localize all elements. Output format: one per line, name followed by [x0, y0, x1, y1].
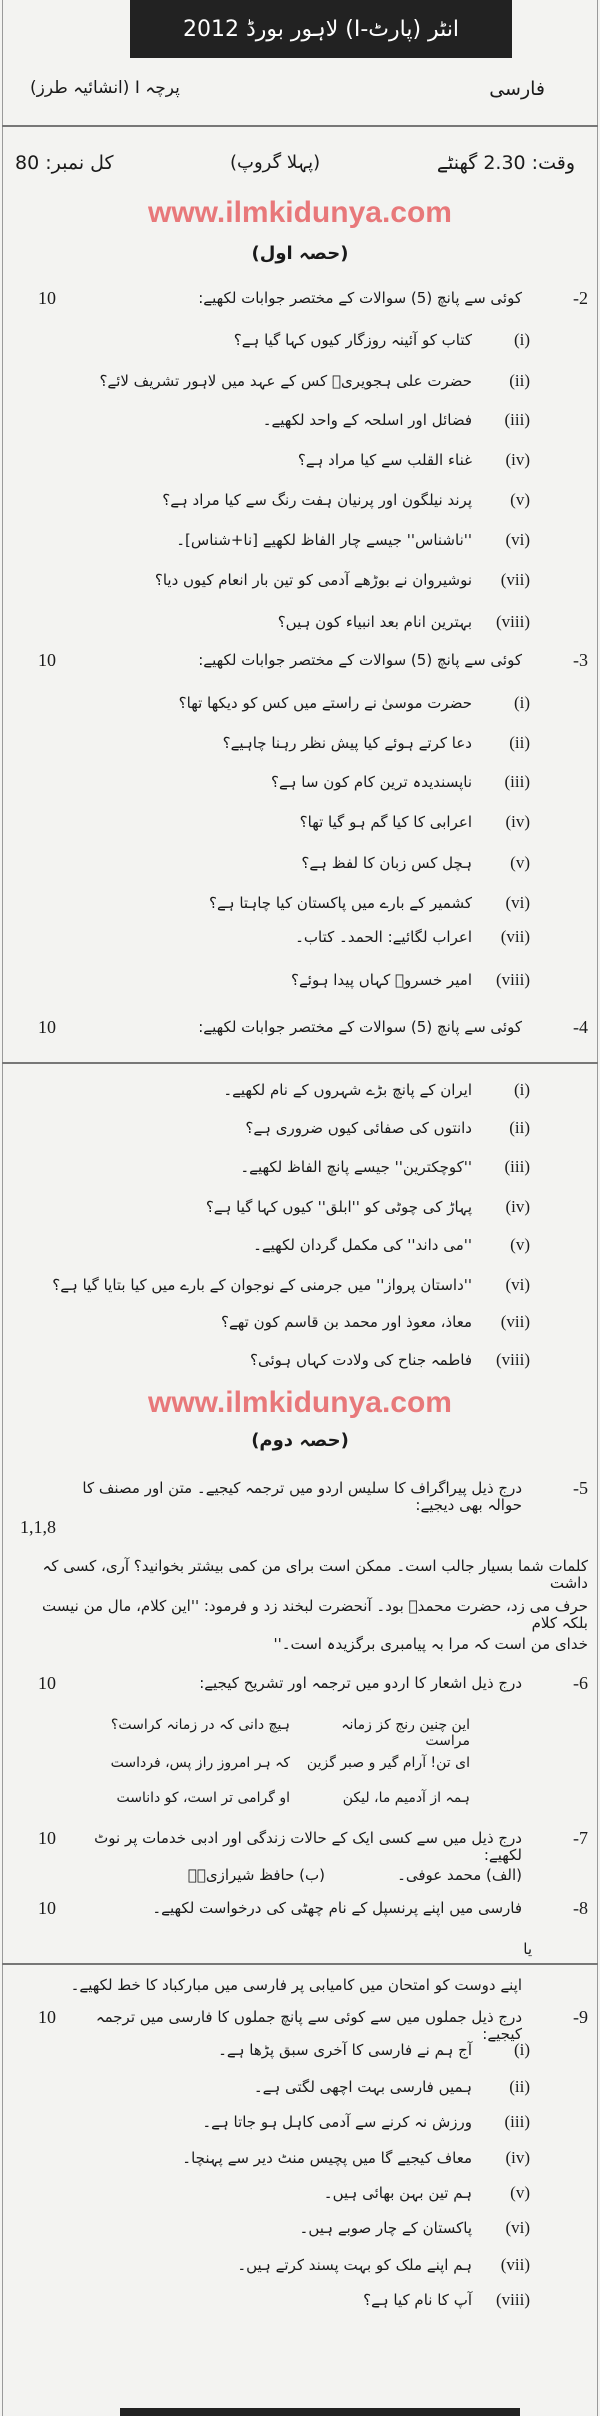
- item-text: معاف کیجیے گا میں پچیس منٹ دیر سے پہنچا۔: [182, 2149, 472, 2167]
- question-number: -5: [573, 1478, 588, 1498]
- item-text: حضرت علی ہجویریؒ کس کے عہد میں لاہور تشریف لائے؟: [99, 372, 472, 390]
- item-text: بہترین انام بعد انبیاء کون ہیں؟: [277, 613, 472, 631]
- item-numeral: (v): [510, 853, 530, 872]
- section-heading-part2: (حصہ دوم): [251, 1430, 349, 1451]
- item-numeral: (v): [510, 1235, 530, 1254]
- item-numeral: (vi): [505, 1275, 530, 1294]
- watermark: www.ilmkidunya.com: [148, 196, 452, 229]
- paragraph-line: خدای من است کہ مرا بہ پیامبری برگزیدہ است۔'': [273, 1635, 588, 1653]
- couplet-second-half: ہیچ دانی کہ در زمانہ کراست؟: [110, 1717, 290, 1733]
- item-numeral: (iii): [504, 1157, 530, 1176]
- question-marks: 10: [38, 1828, 56, 1848]
- question-text: کوئی سے پانچ (5) سوالات کے مختصر جوابات لکھیے:: [198, 1018, 522, 1036]
- section-heading-part1: (حصہ اول): [251, 243, 349, 264]
- item-numeral: (v): [510, 490, 530, 509]
- item-text: کشمیر کے بارے میں پاکستان کیا چاہتا ہے؟: [209, 894, 472, 912]
- paragraph-line: کلمات شما بسیار جالب است۔ ممکن است برای من کمی بیشتر بخوانید؟ آری، کسی کہ داشت: [42, 1557, 588, 1593]
- question-text: درج ذیل پیراگراف کا سلیس اردو میں ترجمہ کیجیے۔ متن اور مصنف کا حوالہ بھی دیجیے:: [82, 1479, 522, 1515]
- item-text: حضرت موسیٰ نے راستے میں کس کو دیکھا تھا؟: [178, 694, 472, 712]
- item-numeral: (iv): [505, 1197, 530, 1216]
- item-numeral: (vii): [500, 1312, 530, 1331]
- question-number: -6: [573, 1673, 588, 1693]
- item-text: ہچل کس زبان کا لفظ ہے؟: [301, 854, 472, 872]
- item-text: پرند نیلگون اور پرنیان ہفت رنگ سے کیا مراد ہے؟: [162, 491, 472, 509]
- subject-label: فارسی: [489, 78, 545, 100]
- question-number: -7: [573, 1828, 588, 1848]
- question-number: -3: [573, 650, 588, 670]
- paper-label: پرچہ I (انشائیہ طرز): [30, 78, 180, 98]
- exam-title: انٹر (پارٹ-I) لاہور بورڈ 2012: [130, 0, 512, 58]
- question-text: کوئی سے پانچ (5) سوالات کے مختصر جوابات لکھیے:: [198, 289, 522, 307]
- question-marks: 10: [38, 650, 56, 670]
- item-text: دعا کرتے ہوئے کیا پیش نظر رہنا چاہیے؟: [222, 734, 472, 752]
- item-numeral: (vi): [505, 2218, 530, 2237]
- item-numeral: (viii): [496, 1350, 530, 1369]
- item-numeral: (i): [513, 693, 530, 712]
- item-numeral: (ii): [509, 371, 530, 390]
- item-numeral: (iv): [505, 450, 530, 469]
- item-text: فاطمہ جناح کی ولادت کہاں ہوئی؟: [250, 1351, 472, 1369]
- divider: [2, 125, 598, 127]
- option-alef: (الف) محمد عوفی۔: [397, 1866, 522, 1884]
- question-number: -9: [573, 2007, 588, 2027]
- question-number: -4: [573, 1017, 588, 1037]
- item-text: دانتوں کی صفائی کیوں ضروری ہے؟: [245, 1119, 472, 1137]
- item-numeral: (vii): [500, 2255, 530, 2274]
- divider: [2, 1062, 598, 1064]
- question-text: فارسی میں اپنے پرنسپل کے نام چھٹی کی درخواست لکھیے۔: [152, 1899, 522, 1917]
- item-text: پہاڑ کی چوٹی کو ''ابلق'' کیوں کہا گیا ہے؟: [205, 1198, 472, 1216]
- item-text: فضائل اور اسلحہ کے واحد لکھیے۔: [262, 411, 472, 429]
- item-numeral: (iii): [504, 410, 530, 429]
- time-label: وقت: 2.30 گھنٹے: [436, 152, 575, 174]
- question-text: درج ذیل جملوں میں سے کوئی سے پانچ جملوں کا فارسی میں ترجمہ کیجیے:: [95, 2008, 522, 2044]
- item-numeral: (i): [513, 1080, 530, 1099]
- item-text: اعراب لگائیے: الحمد۔ کتاب۔: [295, 928, 472, 946]
- item-text: معاذ، معوذ اور محمد بن قاسم کون تھے؟: [221, 1313, 472, 1331]
- item-text: آپ کا نام کیا ہے؟: [363, 2291, 472, 2309]
- group-label: (پہلا گروپ): [230, 152, 321, 173]
- item-text: نوشیروان نے بوڑھے آدمی کو تین بار انعام کیوں دیا؟: [154, 571, 472, 589]
- item-text: امیر خسروؒ کہاں پیدا ہوئے؟: [291, 971, 472, 989]
- item-text: اعرابی کا کیا گم ہو گیا تھا؟: [299, 813, 472, 831]
- alternative-question: اپنے دوست کو امتحان میں کامیابی پر فارسی میں مبارکباد کا خط لکھیے۔: [70, 1976, 522, 1994]
- question-marks: 10: [38, 1017, 56, 1037]
- question-text: درج ذیل میں سے کسی ایک کے حالات زندگی اور ادبی خدمات پر نوٹ لکھیے:: [94, 1829, 522, 1865]
- couplet-first-half: ہمہ از آدمیم ما، لیکن: [342, 1790, 470, 1806]
- item-numeral: (v): [510, 2183, 530, 2202]
- bottom-bar: [120, 2408, 520, 2416]
- item-numeral: (vii): [500, 570, 530, 589]
- item-text: ''ناشناس'' جیسے چار الفاظ لکھیے [نا+شناس]۔: [176, 531, 472, 549]
- question-text: درج ذیل اشعار کا اردو میں ترجمہ اور تشریح کیجیے:: [199, 1674, 522, 1692]
- couplet-second-half: کہ ہر امروز راز پس، فرداست: [110, 1755, 290, 1771]
- divider: [2, 1963, 598, 1965]
- couplet-first-half: ای تن! آرام گیر و صبر گزین: [306, 1755, 470, 1771]
- watermark: www.ilmkidunya.com: [148, 1386, 452, 1419]
- question-number: -8: [573, 1898, 588, 1918]
- item-numeral: (vii): [500, 927, 530, 946]
- question-marks: 10: [38, 1673, 56, 1693]
- item-numeral: (vi): [505, 530, 530, 549]
- question-marks: 10: [38, 1898, 56, 1918]
- item-text: ''داستان پرواز'' میں جرمنی کے نوجوان کے بارے میں کیا بتایا گیا ہے؟: [52, 1276, 472, 1294]
- item-text: ''می داند'' کی مکمل گردان لکھیے۔: [253, 1236, 472, 1254]
- item-numeral: (vi): [505, 893, 530, 912]
- item-numeral: (ii): [509, 2077, 530, 2096]
- item-numeral: (viii): [496, 612, 530, 631]
- item-text: ''کوچکترین'' جیسے پانچ الفاظ لکھیے۔: [240, 1158, 472, 1176]
- or-label: یا: [523, 1940, 532, 1958]
- couplet-first-half: این چنین رنج کز زمانہ مراست: [341, 1717, 470, 1750]
- item-text: ایران کے پانچ بڑے شہروں کے نام لکھیے۔: [223, 1081, 472, 1099]
- item-numeral: (ii): [509, 1118, 530, 1137]
- item-text: آج ہم نے فارسی کا آخری سبق پڑھا ہے۔: [218, 2041, 472, 2059]
- item-numeral: (ii): [509, 733, 530, 752]
- item-text: ہمیں فارسی بہت اچھی لگتی ہے۔: [253, 2078, 472, 2096]
- total-marks: کل نمبر: 80: [15, 152, 114, 174]
- item-numeral: (iv): [505, 812, 530, 831]
- question-marks: 10: [38, 2007, 56, 2027]
- option-be: (ب) حافظ شیرازیؒ۔: [187, 1866, 325, 1884]
- item-numeral: (i): [513, 330, 530, 349]
- item-numeral: (iii): [504, 772, 530, 791]
- item-text: ہم اپنے ملک کو بہت پسند کرتے ہیں۔: [237, 2256, 472, 2274]
- item-text: ہم تین بہن بھائی ہیں۔: [323, 2184, 472, 2202]
- item-text: پاکستان کے چار صوبے ہیں۔: [299, 2219, 472, 2237]
- couplet-second-half: او گرامی تر است، کو داناست: [116, 1790, 290, 1806]
- item-text: ورزش نہ کرنے سے آدمی کاہل ہو جاتا ہے۔: [202, 2113, 472, 2131]
- item-text: کتاب کو آئینہ روزگار کیوں کہا گیا ہے؟: [233, 331, 472, 349]
- paragraph-line: حرف می زد، حضرت محمدؐ بود۔ آنحضرت لبخند زد و فرمود: ''این کلام، مال من نیست بلکہ کلام: [42, 1597, 588, 1633]
- item-numeral: (i): [513, 2040, 530, 2059]
- question-text: کوئی سے پانچ (5) سوالات کے مختصر جوابات لکھیے:: [198, 651, 522, 669]
- item-text: ناپسندیدہ ترین کام کون سا ہے؟: [270, 773, 472, 791]
- item-numeral: (iii): [504, 2112, 530, 2131]
- item-numeral: (viii): [496, 970, 530, 989]
- item-numeral: (viii): [496, 2290, 530, 2309]
- question-marks: 10: [38, 288, 56, 308]
- question-marks: 1,1,8: [20, 1517, 56, 1537]
- question-number: -2: [573, 288, 588, 308]
- item-text: غناء القلب سے کیا مراد ہے؟: [297, 451, 472, 469]
- item-numeral: (iv): [505, 2148, 530, 2167]
